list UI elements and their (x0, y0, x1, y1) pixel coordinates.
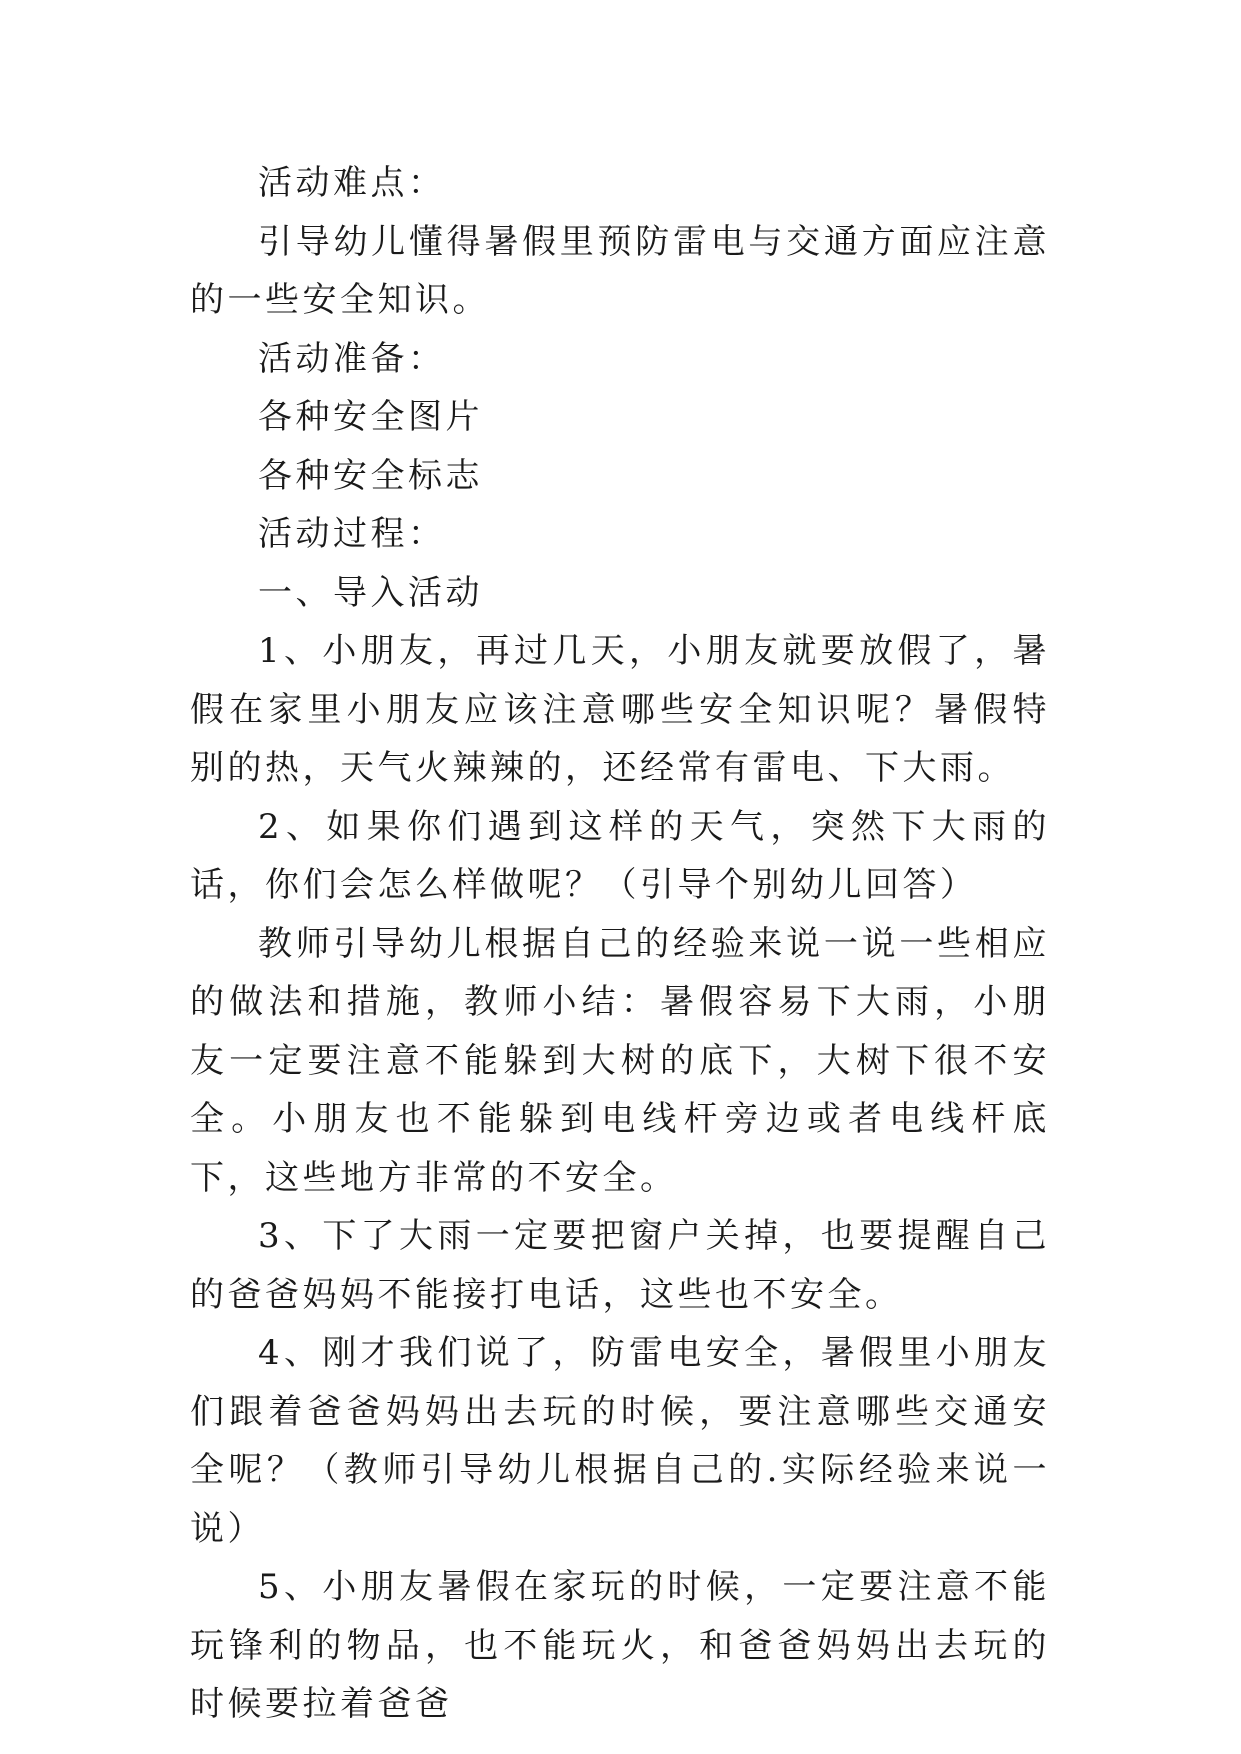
document-body (190, 154, 1050, 1734)
paragraph-teacher-summary: 教师引导幼儿根据自己的经验来说一说一些相应的做法和措施，教师小结：暑假容易下大雨，小朋友一定要注意不能躲到大树的底下，大树下很不安全。小朋友也不能躲到电线杆旁边或者电线杆底下，这些地方非常的不安全。 (190, 923, 1050, 1198)
paragraph-step-2: 2、如果你们遇到这样的天气，突然下大雨的话，你们会怎么样做呢？（引导个别幼儿回答） (190, 806, 1050, 905)
paragraph-step-3: 3、下了大雨一定要把窗户关掉，也要提醒自己的爸爸妈妈不能接打电话，这些也不安全。 (190, 1216, 1050, 1315)
paragraph-difficulty-heading: 活动难点： (258, 163, 446, 203)
paragraph-preparation-item-pictures: 各种安全图片 (258, 397, 483, 437)
paragraph-step-5: 5、小朋友暑假在家玩的时候，一定要注意不能玩锋利的物品，也不能玩火，和爸爸妈妈出去玩的时候要拉着爸爸 (190, 1567, 1050, 1724)
paragraph-section-intro: 一、导入活动 (258, 572, 483, 613)
paragraph-step-1: 1、小朋友，再过几天，小朋友就要放假了，暑假在家里小朋友应该注意哪些安全知识呢？暑假特别的热，天气火辣辣的，还经常有雷电、下大雨。 (190, 631, 1050, 788)
paragraph-step-4: 4、刚才我们说了，防雷电安全，暑假里小朋友们跟着爸爸妈妈出去玩的时候，要注意哪些交通安全呢？（教师引导幼儿根据自己的.实际经验来说一说） (190, 1333, 1050, 1549)
paragraph-process-heading: 活动过程： (258, 514, 446, 554)
paragraph-difficulty-text: 引导幼儿懂得暑假里预防雷电与交通方面应注意的一些安全知识。 (190, 221, 1050, 320)
paragraph-preparation-item-signs: 各种安全标志 (258, 455, 483, 496)
paragraph-preparation-heading: 活动准备： (258, 338, 446, 379)
